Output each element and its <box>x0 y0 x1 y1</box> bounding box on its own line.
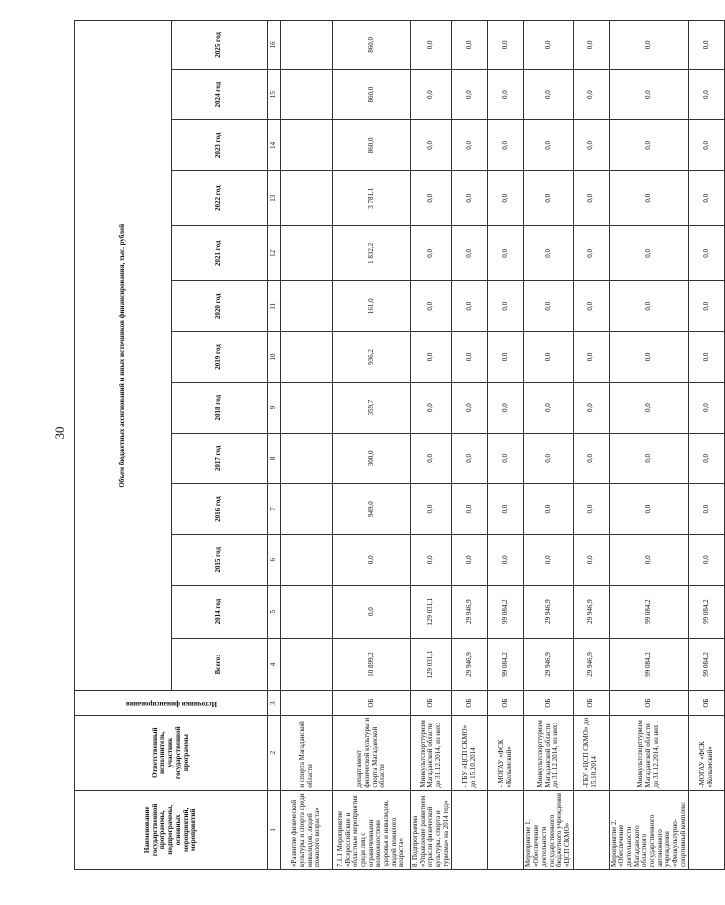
cell-total: 99 084,2 <box>689 638 725 691</box>
cell-year-value: 0,0 <box>452 281 488 332</box>
cell-year-value: 0,0 <box>524 433 573 484</box>
cell-year-value: 0,0 <box>488 69 524 120</box>
cell-year-value: 0,0 <box>488 171 524 226</box>
cell-executor: и спорта Магаданской области <box>281 715 333 790</box>
header-year: 2024 год <box>171 69 268 120</box>
cell-year-value: 0,0 <box>609 433 689 484</box>
cell-year-value: 0,0 <box>411 534 452 585</box>
cell-year-value: 0,0 <box>609 21 689 70</box>
cell-source: ОБ <box>452 691 488 715</box>
cell-executor: - МОГАУ «ФСК «Колымский» <box>488 715 524 790</box>
cell-total <box>281 638 333 691</box>
cell-year-value: 0,0 <box>452 332 488 383</box>
column-number: 11 <box>268 281 281 332</box>
cell-year-value: 0,0 <box>609 534 689 585</box>
cell-year-value: 0,0 <box>411 484 452 535</box>
cell-year-value: 129 031,1 <box>411 585 452 638</box>
cell-year-value: 0,0 <box>689 332 725 383</box>
cell-year-value: 29 946,9 <box>524 585 573 638</box>
cell-executor: Минкультспорттуризм Магаданской области до 31.12.2014, из них <box>609 715 689 790</box>
cell-year-value: 0,0 <box>573 382 609 433</box>
cell-year-value: 0,0 <box>689 484 725 535</box>
cell-year-value: 0,0 <box>411 69 452 120</box>
cell-year-value: 0,0 <box>689 120 725 171</box>
cell-year-value: 99 084,2 <box>609 585 689 638</box>
header-year: 2025 год <box>171 21 268 70</box>
cell-year-value: 0,0 <box>689 382 725 433</box>
cell-total: 99 084,2 <box>488 638 524 691</box>
cell-year-value: 0,0 <box>573 484 609 535</box>
cell-year-value: 0,0 <box>452 21 488 70</box>
cell-source: ОБ <box>411 691 452 715</box>
cell-year-value: 0,0 <box>488 433 524 484</box>
cell-source: ОБ <box>488 691 524 715</box>
cell-name: 8. Подпрограмма «Управление развитием отрасли физической культуры, спорта и туризма» на 2014 год» <box>411 790 452 869</box>
cell-source: ОБ <box>689 691 725 715</box>
cell-year-value: 0,0 <box>452 120 488 171</box>
cell-year-value: 0,0 <box>573 534 609 585</box>
cell-year-value: 0,0 <box>452 433 488 484</box>
cell-year-value: 949,0 <box>333 484 411 535</box>
cell-year-value <box>281 120 333 171</box>
cell-executor: -ГБУ «ЦСП СКМО» до 15.10.2014 <box>573 715 609 790</box>
cell-year-value: 0,0 <box>524 21 573 70</box>
cell-year-value: 0,0 <box>524 226 573 281</box>
cell-year-value: 3 781,1 <box>333 171 411 226</box>
cell-total: 29 946,9 <box>452 638 488 691</box>
table-row <box>609 21 689 870</box>
header-year: 2018 год <box>171 382 268 433</box>
cell-year-value: 0,0 <box>689 21 725 70</box>
column-number: 8 <box>268 433 281 484</box>
table-row <box>689 21 725 870</box>
cell-year-value: 0,0 <box>609 281 689 332</box>
cell-total: 29 946,9 <box>524 638 573 691</box>
cell-year-value: 0,0 <box>524 332 573 383</box>
cell-year-value: 1 832,2 <box>333 226 411 281</box>
cell-year-value: 0,0 <box>411 171 452 226</box>
cell-source: ОБ <box>609 691 689 715</box>
cell-year-value: 0,0 <box>689 226 725 281</box>
cell-year-value: 0,0 <box>573 332 609 383</box>
cell-year-value <box>281 21 333 70</box>
header-year: 2019 год <box>171 332 268 383</box>
header-source: Источники финансирования <box>75 691 268 715</box>
cell-year-value <box>281 585 333 638</box>
cell-year-value <box>281 534 333 585</box>
cell-year-value: 0,0 <box>609 226 689 281</box>
cell-year-value: 0,0 <box>488 226 524 281</box>
cell-year-value: 0,0 <box>524 120 573 171</box>
cell-year-value <box>281 433 333 484</box>
cell-year-value: 0,0 <box>689 534 725 585</box>
cell-name <box>689 790 725 869</box>
cell-total: 99 084,2 <box>609 638 689 691</box>
table-row <box>281 21 333 870</box>
cell-year-value: 300,0 <box>333 433 411 484</box>
header-year: 2022 год <box>171 171 268 226</box>
cell-executor: департамент физической культуры и спорта Магаданской области <box>333 715 411 790</box>
column-number: 2 <box>268 715 281 790</box>
header-total: Всего: <box>171 638 268 691</box>
cell-year-value: 0,0 <box>452 534 488 585</box>
column-number: 10 <box>268 332 281 383</box>
header-year: 2021 год <box>171 226 268 281</box>
column-number: 1 <box>268 790 281 869</box>
cell-year-value: 0,0 <box>411 382 452 433</box>
cell-year-value: 0,0 <box>488 332 524 383</box>
cell-total: 29 946,9 <box>573 638 609 691</box>
cell-year-value: 0,0 <box>524 382 573 433</box>
cell-year-value: 0,0 <box>573 120 609 171</box>
header-volume: Объем бюджетных ассигнований и иных источников финансирования, тыс. рублей <box>75 21 172 691</box>
rotated-table-container <box>74 20 714 870</box>
cell-year-value <box>281 484 333 535</box>
cell-executor: Минкультспорттуризм Магаданской области до 31.12.2014, из них: <box>524 715 573 790</box>
column-number: 6 <box>268 534 281 585</box>
cell-name: Мероприятие 1. «Обеспечение деятельности государственного бюджетного учреждения «ЦСП СКМО» <box>524 790 573 869</box>
cell-year-value <box>281 281 333 332</box>
header-executor: Ответственный исполнитель, участник государственной программы <box>75 715 268 790</box>
cell-year-value: 0,0 <box>573 433 609 484</box>
cell-year-value: 161,0 <box>333 281 411 332</box>
table-row <box>452 21 488 870</box>
cell-year-value: 860,0 <box>333 69 411 120</box>
cell-year-value <box>281 171 333 226</box>
cell-year-value: 0,0 <box>411 281 452 332</box>
header-name: Наименование государственной программы, подпрограммы, основных мероприятий, мероприятий <box>75 790 268 869</box>
cell-year-value: 0,0 <box>609 332 689 383</box>
column-number: 12 <box>268 226 281 281</box>
cell-year-value: 0,0 <box>488 534 524 585</box>
cell-year-value: 0,0 <box>488 21 524 70</box>
column-number: 16 <box>268 21 281 70</box>
cell-year-value: 0,0 <box>609 382 689 433</box>
cell-year-value <box>281 382 333 433</box>
cell-year-value: 936,2 <box>333 332 411 383</box>
header-year: 2016 год <box>171 484 268 535</box>
cell-year-value: 0,0 <box>411 226 452 281</box>
column-number: 5 <box>268 585 281 638</box>
cell-name: «Развитие физической культуры и спорта среди инвалидов, людей пожилого возраста» <box>281 790 333 869</box>
cell-year-value: 0,0 <box>411 433 452 484</box>
cell-year-value: 99 084,2 <box>488 585 524 638</box>
cell-year-value: 0,0 <box>333 585 411 638</box>
cell-year-value: 99 084,2 <box>689 585 725 638</box>
cell-year-value: 0,0 <box>488 484 524 535</box>
cell-year-value: 0,0 <box>573 281 609 332</box>
cell-year-value: 29 946,9 <box>452 585 488 638</box>
cell-name <box>573 790 609 869</box>
table-row <box>524 21 573 870</box>
cell-year-value: 0,0 <box>333 534 411 585</box>
cell-total: 129 031,1 <box>411 638 452 691</box>
cell-executor: -МОГАУ «ФСК «Колымский» <box>689 715 725 790</box>
financing-table <box>74 20 725 870</box>
cell-year-value: 0,0 <box>609 484 689 535</box>
cell-year-value: 0,0 <box>452 171 488 226</box>
table-row <box>488 21 524 870</box>
header-year: 2023 год <box>171 120 268 171</box>
page-number: 30 <box>52 426 67 440</box>
column-number: 4 <box>268 638 281 691</box>
cell-year-value: 0,0 <box>488 281 524 332</box>
cell-year-value: 0,0 <box>411 332 452 383</box>
cell-year-value: 0,0 <box>573 171 609 226</box>
cell-executor: Минкультспорттуризм Магаданской области до 31.12.2014, из них: <box>411 715 452 790</box>
cell-year-value: 0,0 <box>689 171 725 226</box>
cell-year-value: 0,0 <box>488 120 524 171</box>
cell-year-value <box>281 69 333 120</box>
column-number: 15 <box>268 69 281 120</box>
cell-year-value: 0,0 <box>524 281 573 332</box>
cell-year-value: 29 946,9 <box>573 585 609 638</box>
column-number: 9 <box>268 382 281 433</box>
table-row <box>411 21 452 870</box>
column-number: 3 <box>268 691 281 715</box>
table-row <box>333 21 411 870</box>
cell-source: ОБ <box>333 691 411 715</box>
header-year: 2014 год <box>171 585 268 638</box>
cell-year-value: 0,0 <box>452 226 488 281</box>
cell-year-value <box>281 226 333 281</box>
header-year: 2015 год <box>171 534 268 585</box>
cell-year-value: 860,0 <box>333 21 411 70</box>
cell-year-value: 0,0 <box>452 382 488 433</box>
cell-source: ОБ <box>524 691 573 715</box>
cell-executor: - ГБУ «ЦСП СКМО» до 15.10.2014 <box>452 715 488 790</box>
cell-year-value: 0,0 <box>411 21 452 70</box>
column-number: 14 <box>268 120 281 171</box>
cell-year-value: 359,7 <box>333 382 411 433</box>
header-year: 2017 год <box>171 433 268 484</box>
cell-year-value: 0,0 <box>524 484 573 535</box>
cell-name: Мероприятие 2. «Обеспечение деятельности Магаданского областного государственного автономного учреждения «Физкультурно-спортивный комплекс <box>609 790 689 869</box>
cell-name: 7.1.1 Мероприятие «Всероссийские и областные мероприятия среди лиц с ограниченными возможностями здоровья и инвалидов, людей пожилого возраста» <box>333 790 411 869</box>
cell-year-value: 0,0 <box>411 120 452 171</box>
column-number: 13 <box>268 171 281 226</box>
cell-source: ОБ <box>573 691 609 715</box>
cell-year-value: 0,0 <box>689 281 725 332</box>
cell-year-value: 0,0 <box>524 171 573 226</box>
cell-year-value: 0,0 <box>452 484 488 535</box>
cell-year-value: 0,0 <box>573 69 609 120</box>
cell-year-value: 0,0 <box>689 69 725 120</box>
cell-year-value: 0,0 <box>573 21 609 70</box>
cell-year-value: 0,0 <box>488 382 524 433</box>
cell-year-value: 0,0 <box>609 69 689 120</box>
table-row <box>573 21 609 870</box>
column-number: 7 <box>268 484 281 535</box>
cell-year-value: 0,0 <box>689 433 725 484</box>
cell-name <box>452 790 488 869</box>
cell-name <box>488 790 524 869</box>
cell-total: 10 899,2 <box>333 638 411 691</box>
cell-year-value: 0,0 <box>573 226 609 281</box>
cell-year-value: 0,0 <box>452 69 488 120</box>
cell-year-value: 0,0 <box>609 120 689 171</box>
cell-year-value <box>281 332 333 383</box>
cell-year-value: 0,0 <box>524 69 573 120</box>
cell-source <box>281 691 333 715</box>
cell-year-value: 0,0 <box>609 171 689 226</box>
cell-year-value: 860,0 <box>333 120 411 171</box>
header-year: 2020 год <box>171 281 268 332</box>
cell-year-value: 0,0 <box>524 534 573 585</box>
